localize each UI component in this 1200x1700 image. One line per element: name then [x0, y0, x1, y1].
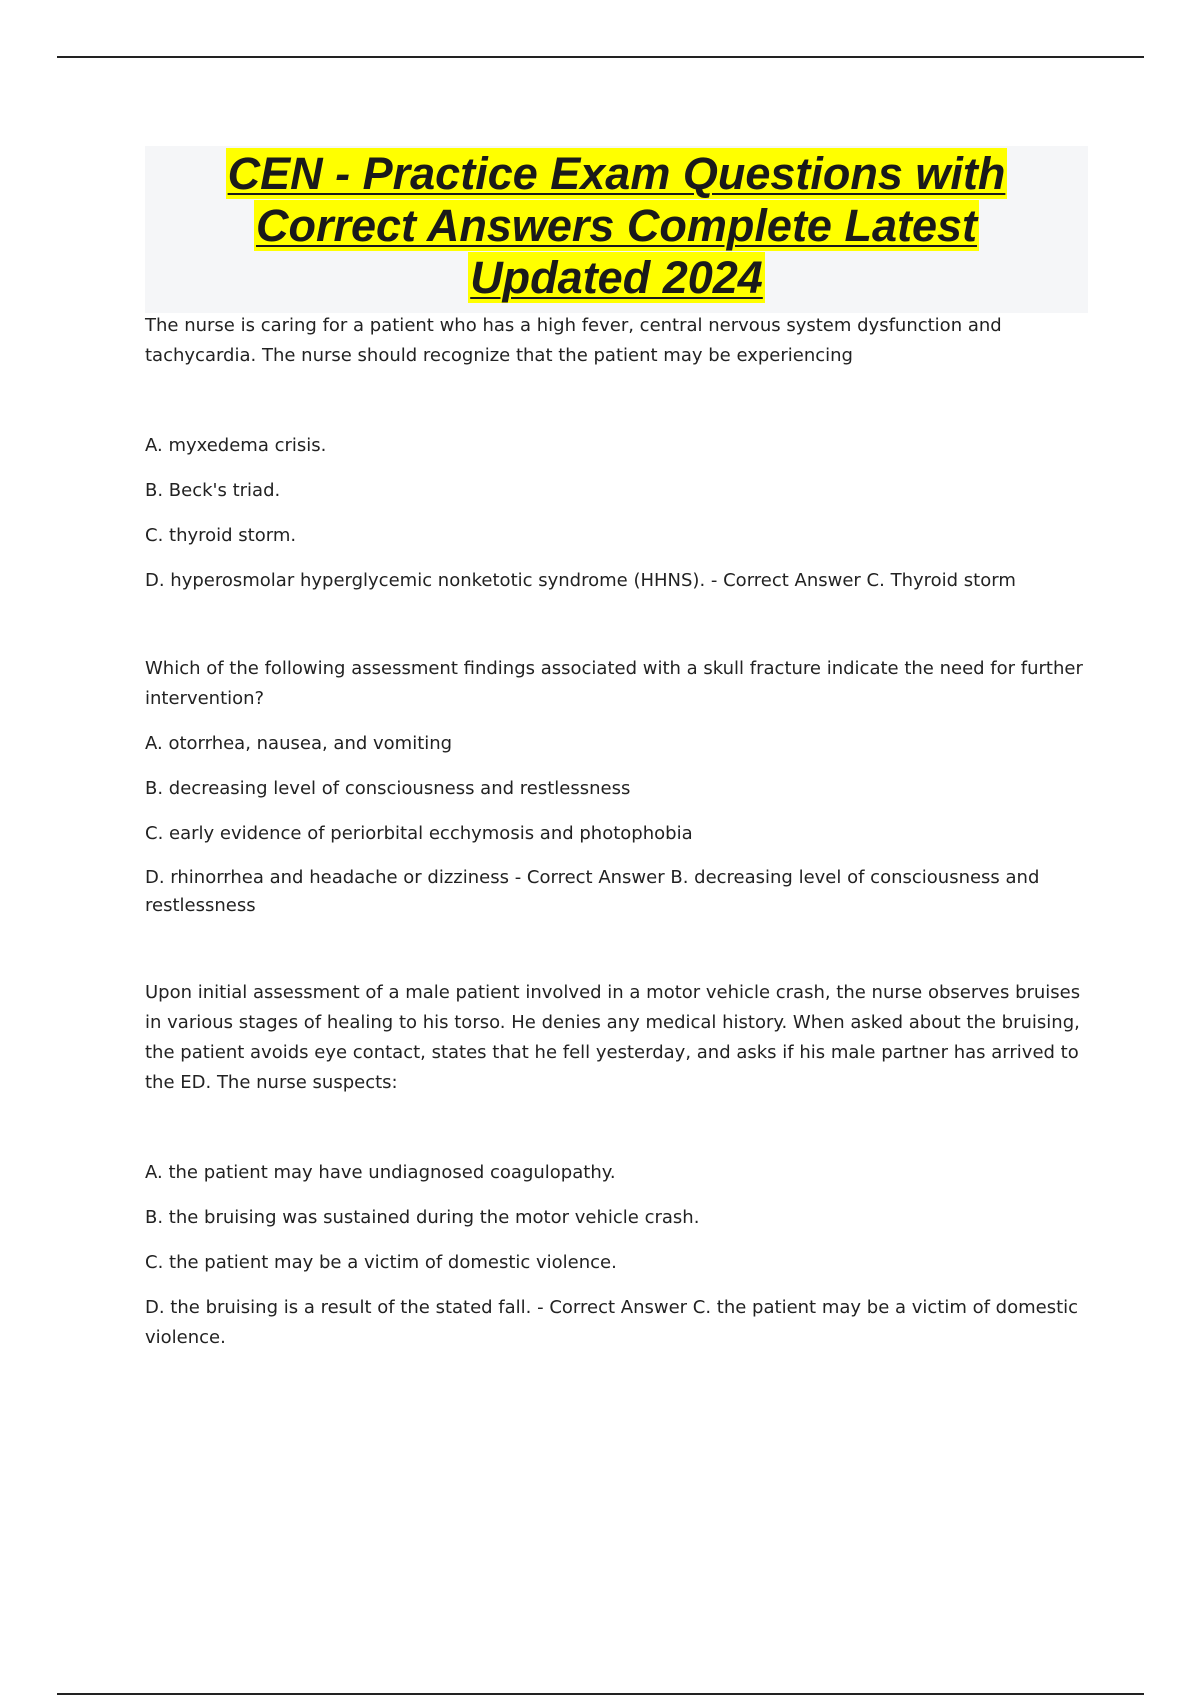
answer-option-d: D. hyperosmolar hyperglycemic nonketotic syndrome (HHNS). - Correct Answer C. Thyroid storm [145, 570, 1016, 591]
answer-option-b: B. the bruising was sustained during the motor vehicle crash. [145, 1207, 700, 1228]
question-3 [145, 978, 1085, 1353]
bottom-rule [57, 1693, 1144, 1695]
answer-option-b: B. Beck's triad. [145, 480, 281, 501]
answer-option-a: A. the patient may have undiagnosed coagulopathy. [145, 1162, 616, 1183]
title-line [145, 146, 1088, 202]
document-title [145, 146, 1088, 313]
title-line [145, 250, 1088, 306]
question-stem: The nurse is caring for a patient who has a high fever, central nervous system dysfunction and tachycardia. The nurse should recognize that the patient may be experiencing [145, 315, 1002, 366]
title-line [145, 198, 1088, 254]
title-line-3: Updated 2024 [470, 252, 763, 303]
document-body [145, 311, 1085, 1353]
question-stem: Upon initial assessment of a male patient involved in a motor vehicle crash, the nurse observes bruises in various stages of healing to his torso. He denies any medical history. When asked about the bruising, the patient avoids eye contact, states that he fell yesterday, and asks if his male partner has arrived to the ED. The nurse suspects: [145, 982, 1081, 1093]
question-stem: Which of the following assessment findings associated with a skull fracture indicate the need for further intervention? [145, 658, 1083, 709]
question-2 [145, 654, 1085, 920]
answer-option-c: C. early evidence of periorbital ecchymosis and photophobia [145, 823, 693, 844]
answer-option-d: D. the bruising is a result of the stated fall. - Correct Answer C. the patient may be a victim of domestic violence. [145, 1297, 1079, 1348]
top-rule [57, 56, 1144, 58]
answer-option-d: D. rhinorrhea and headache or dizziness - Correct Answer B. decreasing level of consciousness and restlessness [145, 867, 1040, 916]
title-line-1: CEN - Practice Exam Questions with [227, 148, 1006, 199]
answer-option-a: A. otorrhea, nausea, and vomiting [145, 733, 453, 754]
answer-option-a: A. myxedema crisis. [145, 435, 327, 456]
title-line-2: Correct Answers Complete Latest [255, 200, 978, 251]
answer-option-c: C. the patient may be a victim of domestic violence. [145, 1252, 617, 1273]
answer-option-c: C. thyroid storm. [145, 525, 297, 546]
question-1 [145, 311, 1085, 596]
answer-option-b: B. decreasing level of consciousness and restlessness [145, 778, 631, 799]
